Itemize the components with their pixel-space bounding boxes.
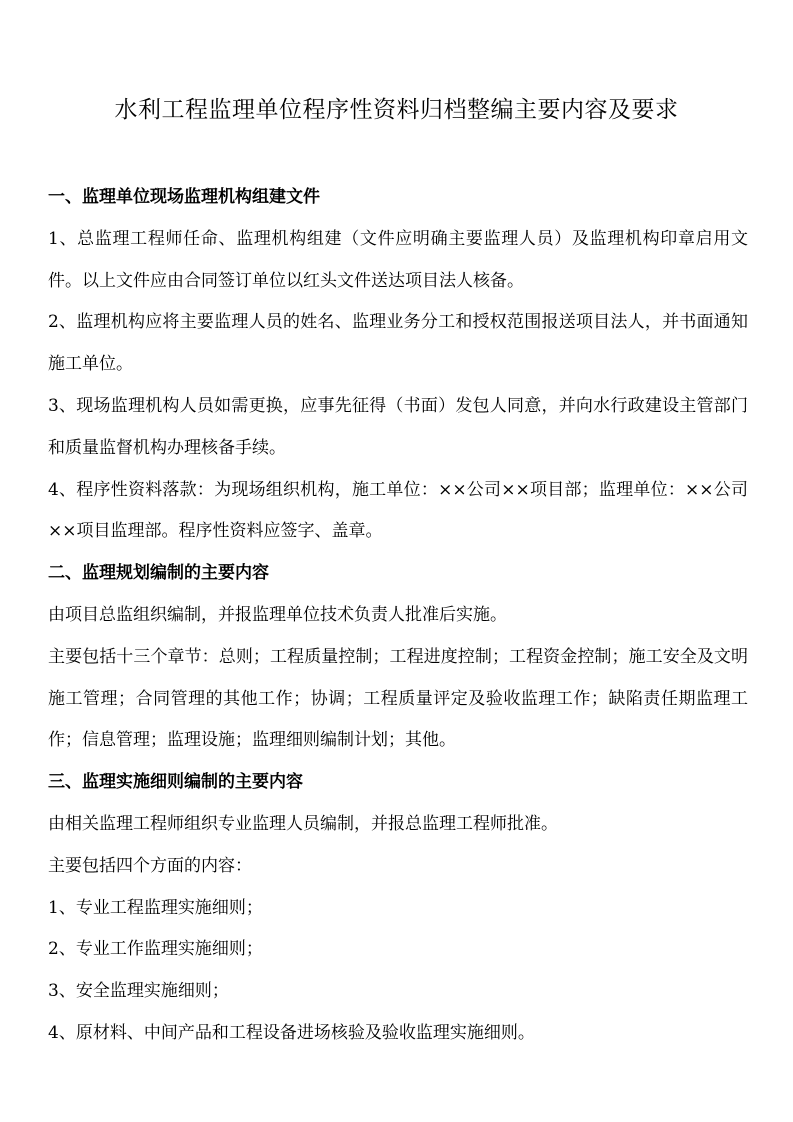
paragraph: 4、程序性资料落款：为现场组织机构，施工单位：××公司××项目部；监理单位：××公司××项目监理部。程序性资料应签字、盖章。 xyxy=(48,479,748,542)
paragraph: 主要包括十三个章节：总则；工程质量控制；工程进度控制；工程资金控制；施工安全及文明施工管理；合同管理的其他工作；协调；工程质量评定及验收监理工作；缺陷责任期监理工作；信息管理；监理设施；监理细则编制计划；其他。 xyxy=(48,646,748,751)
paragraph: 2、监理机构应将主要监理人员的姓名、监理业务分工和授权范围报送项目法人，并书面通知施工单位。 xyxy=(48,312,748,375)
section-3 xyxy=(48,762,748,1055)
list-item: 3、安全监理实施细则； xyxy=(48,981,229,1002)
section-2 xyxy=(48,553,748,762)
list-item: 4、原材料、中间产品和工程设备进场核验及验收监理实施细则。 xyxy=(48,1022,535,1043)
section-1 xyxy=(48,177,748,553)
paragraph: 1、总监理工程师任命、监理机构组建（文件应明确主要监理人员）及监理机构印章启用文件。以上文件应由合同签订单位以红头文件送达项目法人核备。 xyxy=(48,228,748,291)
section-heading: 三、监理实施细则编制的主要内容 xyxy=(48,772,303,793)
paragraph: 由相关监理工程师组织专业监理人员编制，并报总监理工程师批准。 xyxy=(48,813,558,834)
paragraph: 主要包括四个方面的内容： xyxy=(48,855,252,876)
list-item: 2、专业工作监理实施细则； xyxy=(48,939,263,960)
list-item: 1、专业工程监理实施细则； xyxy=(48,897,263,918)
document-title: 水利工程监理单位程序性资料归档整编主要内容及要求 xyxy=(114,97,679,123)
paragraph: 3、现场监理机构人员如需更换，应事先征得（书面）发包人同意，并向水行政建设主管部门和质量监督机构办理核备手续。 xyxy=(48,395,748,458)
document-body xyxy=(48,177,748,1055)
section-heading: 一、监理单位现场监理机构组建文件 xyxy=(48,187,320,207)
section-heading: 二、监理规划编制的主要内容 xyxy=(48,563,269,584)
paragraph: 由项目总监组织编制，并报监理单位技术负责人批准后实施。 xyxy=(48,604,507,625)
